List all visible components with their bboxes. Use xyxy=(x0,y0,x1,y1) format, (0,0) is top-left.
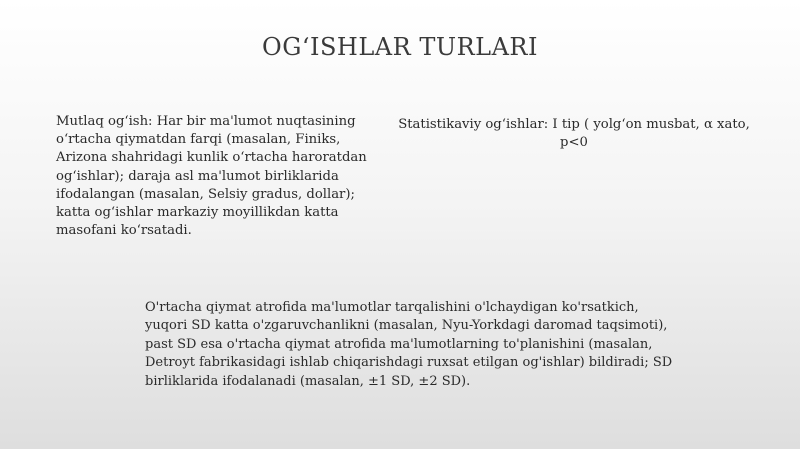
standard-deviation-text: O'rtacha qiymat atrofida ma'lumotlar tarqalishini o'lchaydigan ko'rsatkich, yuqori SD katta o'zgaruvchanlikni (masalan, Nyu-Yorkdagi daromad taqsimoti), past SD esa o'rtacha qiymat atrofida ma'lumotlarning to'planishini (masalan, Detroyt fabrikasidagi ishlab chiqarishdagi ruxsat etilgan og'ishlar) bildiradi; SD birliklarida ifodalanadi (masalan, ±1 SD, ±2 SD). xyxy=(145,300,673,389)
absolute-deviation-text: Mutlaq og‘ish: Har bir ma'lumot nuqtasining o‘rtacha qiymatdan farqi (masalan, Finiks, Arizona shahridagi kunlik o‘rtacha haroratdan og‘ishlar); daraja asl ma'lumot birliklarida ifodalangan (masalan, Selsiy gradus, dollar); katta og‘ishlar markaziy moyillikdan katta masofani ko‘rsatadi. xyxy=(56,114,367,239)
statistical-deviation-text: Statistikaviy og‘ishlar: I tip ( yolg‘on musbat, α xato, p<0 xyxy=(398,117,750,150)
slide-title: OG‘ISHLAR TURLARI xyxy=(262,33,538,61)
